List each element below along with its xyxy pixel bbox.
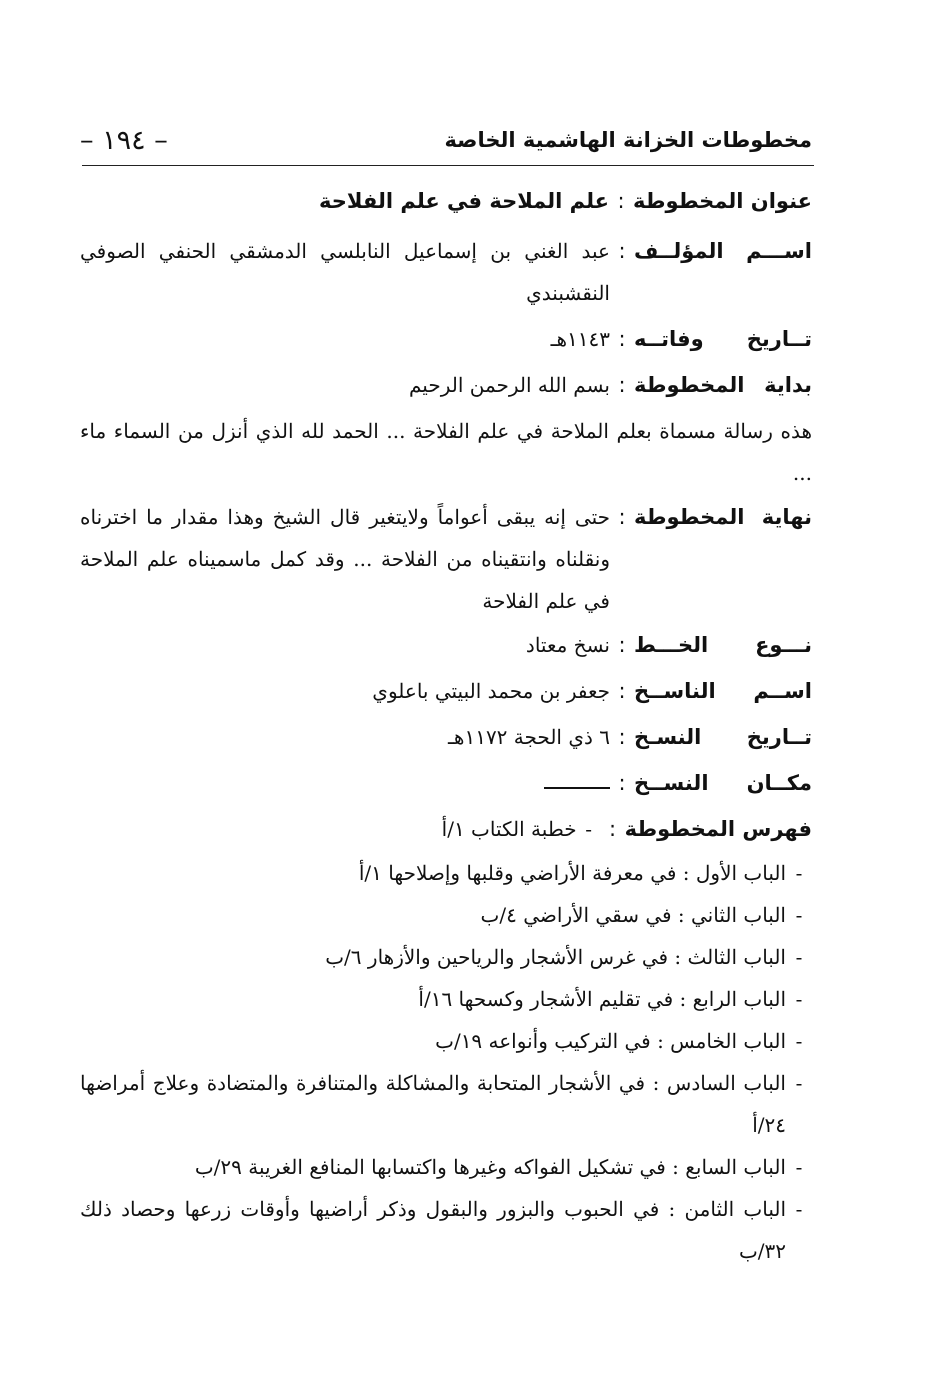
- toc-dash: -: [795, 987, 803, 1011]
- field-copyist: [80, 668, 812, 714]
- toc-dash: -: [795, 1197, 803, 1221]
- field-colon: :: [618, 725, 626, 749]
- toc-item-text: الباب الثاني : في سقي الأراضي ٤/ب: [480, 903, 786, 927]
- toc-item: [80, 1188, 812, 1272]
- field-colon: :: [618, 771, 626, 795]
- toc-dash: -: [795, 1029, 803, 1053]
- toc-dash: -: [795, 861, 803, 885]
- field-index: [80, 806, 812, 852]
- page-number: – ١٩٤ –: [80, 124, 168, 156]
- toc-item-text: الباب السادس : في الأشجار المتحابة والمشاكلة والمتنافرة والمتضادة وعلاج أمراضها ٢٤/أ: [80, 1071, 786, 1137]
- field-title: [80, 178, 812, 224]
- toc-item-text: خطبة الكتاب ١/أ: [441, 817, 577, 841]
- toc-dash: -: [585, 817, 592, 841]
- field-label: اســـم المؤلــف: [634, 239, 812, 263]
- toc-dash: -: [795, 903, 803, 927]
- field-label: تــاريخ النسـخ: [634, 725, 812, 749]
- field-colon: :: [617, 189, 625, 213]
- field-label: تــاريخ وفاتــه: [634, 327, 812, 351]
- toc-item-text: الباب الرابع : في تقليم الأشجار وكسحها ١٦/أ: [418, 987, 786, 1011]
- manuscript-title: علم الملاحة في علم الفلاحة: [319, 189, 610, 213]
- field-death-date: [80, 316, 812, 362]
- toc-item-text: الباب السابع : في تشكيل الفواكه وغيرها واكتسابها المنافع الغريبة ٢٩/ب: [194, 1155, 786, 1179]
- header-rule: [82, 165, 814, 166]
- toc-item: [80, 852, 812, 894]
- running-title: مخطوطات الخزانة الهاشمية الخاصة: [444, 128, 812, 152]
- death-date: ١١٤٣هـ: [550, 327, 610, 351]
- toc-item: [80, 978, 812, 1020]
- field-ending: [80, 494, 812, 622]
- field-colon: :: [618, 327, 626, 351]
- field-author: [80, 228, 812, 314]
- toc-item: [80, 936, 812, 978]
- field-label: نـــوع الخـــط: [634, 633, 812, 657]
- index-first: [80, 806, 601, 850]
- page-header: [80, 118, 812, 162]
- field-label: بداية المخطوطة: [634, 373, 812, 397]
- toc-item-text: الباب الأول : في معرفة الأراضي وقلبها وإصلاحها ١/أ: [358, 861, 786, 885]
- field-label: نهاية المخطوطة: [634, 505, 812, 529]
- toc-dash: -: [795, 1155, 803, 1179]
- field-label: اســم الناســخ: [634, 679, 812, 703]
- copy-date: ٦ ذي الحجة ١١٧٢هـ: [448, 725, 610, 749]
- field-beginning: [80, 362, 812, 408]
- field-label: فهرس المخطوطة: [624, 817, 812, 841]
- toc-item-text: الباب الخامس : في التركيب وأنواعه ١٩/ب: [435, 1029, 786, 1053]
- author-name: عبد الغني بن إسماعيل النابلسي الدمشقي الحنفي الصوفي النقشبندي: [80, 239, 610, 305]
- field-copy-place: [80, 760, 812, 806]
- field-colon: :: [618, 679, 626, 703]
- incipit-basmala: بسم الله الرحمن الرحيم: [408, 373, 610, 397]
- field-colon: :: [618, 373, 626, 397]
- field-label: مكــان النســخ: [634, 771, 812, 795]
- incipit-text: هذه رسالة مسماة بعلم الملاحة في علم الفلاحة ... الحمد لله الذي أنزل من السماء ماء ...: [80, 419, 812, 485]
- script-type: نسخ معتاد: [525, 633, 610, 657]
- copy-place-empty: [80, 760, 610, 804]
- field-colon: :: [618, 239, 626, 263]
- incipit: [80, 362, 610, 406]
- toc-dash: -: [795, 1071, 803, 1095]
- field-label: عنوان المخطوطة: [633, 189, 812, 213]
- table-of-contents: [80, 852, 812, 1272]
- toc-item: [80, 1020, 812, 1062]
- field-script-type: [80, 622, 812, 668]
- field-colon: :: [618, 633, 626, 657]
- toc-item-text: الباب الثالث : في غرس الأشجار والرياحين والأزهار ٦/ب: [325, 945, 786, 969]
- toc-item: [80, 1062, 812, 1146]
- toc-item-text: الباب الثامن : في الحبوب والبزور والبقول وذكر أراضيها وأوقات زرعها وحصاد ذلك ٣٢/ب: [80, 1197, 786, 1263]
- field-colon: :: [618, 505, 626, 529]
- empty-value-dash: [544, 787, 610, 789]
- toc-dash: -: [795, 945, 803, 969]
- field-colon: :: [609, 817, 617, 841]
- field-copy-date: [80, 714, 812, 760]
- explicit: حتى إنه يبقى أعواماً ولايتغير قال الشيخ وهذا مقدار ما اخترناه ونقلناه وانتقيناه من الفلاحة ... وقد كمل ماسميناه علم الملاحة في علم الفلاحة: [80, 505, 610, 613]
- copyist-name: جعفر بن محمد البيتي باعلوي: [372, 679, 610, 703]
- toc-item: [80, 808, 601, 850]
- toc-item: [80, 894, 812, 936]
- catalog-entry: [80, 178, 812, 1272]
- toc-item: [80, 1146, 812, 1188]
